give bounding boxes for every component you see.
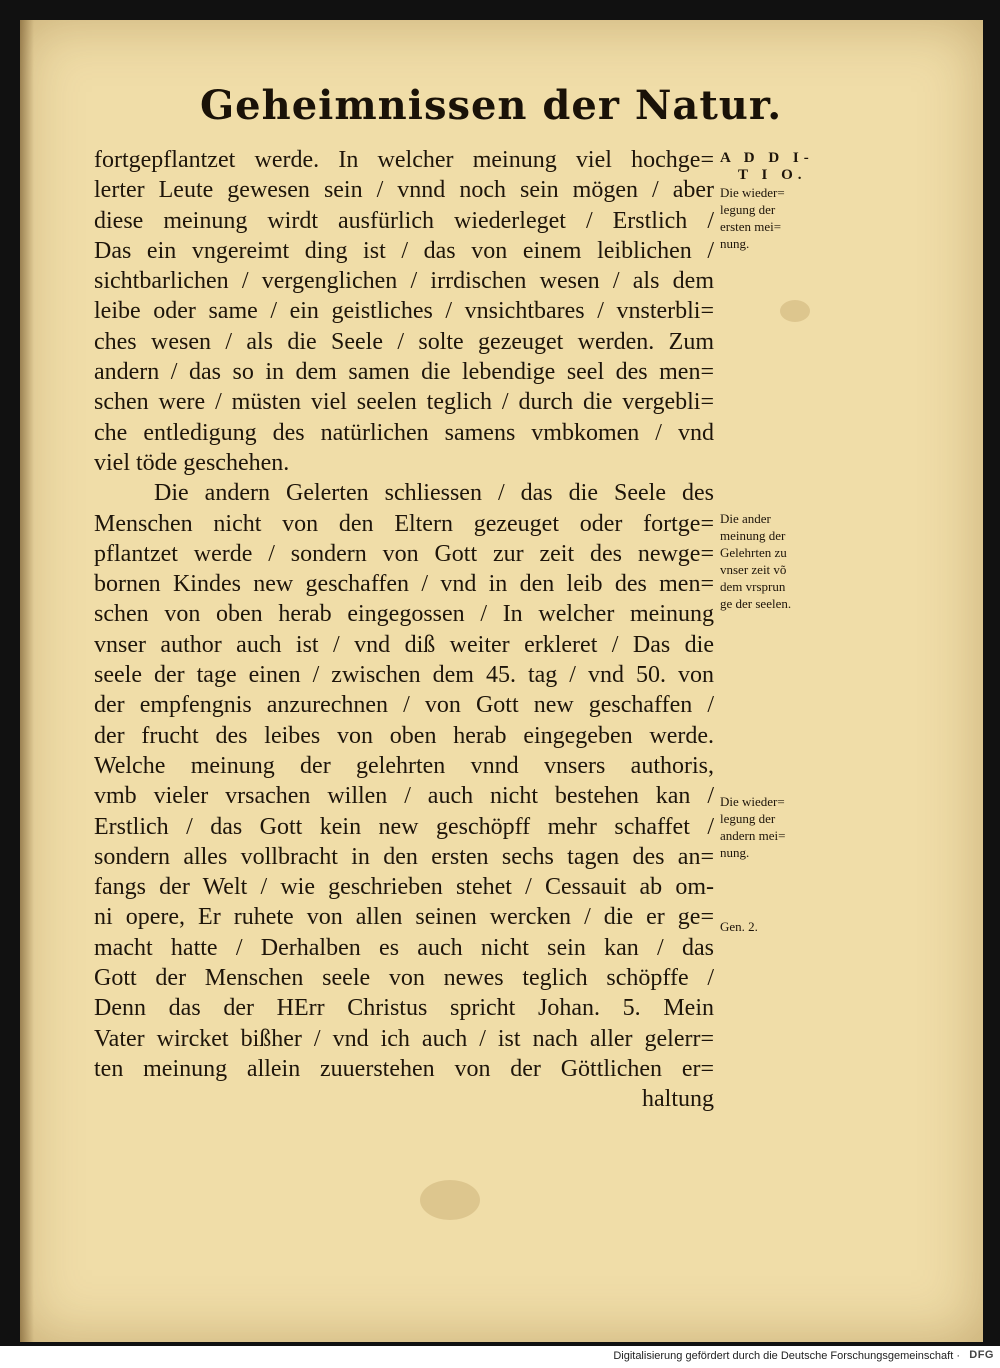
text-line: sondern alles vollbracht in den ersten sechs tagen des an= — [94, 843, 714, 870]
text-line: vnser author auch ist / vnd diß weiter erkleret / Das die — [94, 631, 714, 658]
main-text-block — [94, 145, 714, 1115]
text-line: Vater wircket bißher / vnd ich auch / ist nach aller gelerr= — [94, 1025, 714, 1052]
text-line: leibe oder same / ein geistliches / vnsichtbares / vnsterbli= — [94, 298, 714, 325]
text-line: Gott der Menschen seele von newes teglich schöpffe / — [94, 965, 714, 992]
margin-note-line: Gelehrten zu — [720, 545, 787, 560]
margin-note-line: Die ander — [720, 511, 771, 526]
dfg-logo: DFG — [969, 1349, 994, 1361]
margin-note-line: ge der seelen. — [720, 596, 792, 611]
margin-note-line: A D D I- — [720, 150, 814, 166]
text-line: viel töde geschehen. — [94, 449, 290, 476]
running-head: Geheimnissen der Natur. — [200, 82, 783, 129]
text-line: der frucht des leibes von oben herab eingegeben werde. — [94, 722, 714, 749]
catchword: haltung — [642, 1086, 714, 1113]
text-line: che entledigung des natürlichen samens vmbkomen / vnd — [94, 419, 714, 446]
margin-note-line: Die wieder= — [720, 185, 785, 200]
margin-note-second-opinion — [720, 510, 840, 612]
page-gutter-shadow — [20, 20, 34, 1342]
text-line: Denn das der HErr Christus spricht Johan. 5. Mein — [94, 995, 714, 1022]
margin-note-line: nung. — [720, 845, 750, 860]
text-line: schen von oben herab eingegossen / In welcher meinung — [94, 601, 714, 628]
margin-note-line: dem vrsprun — [720, 579, 786, 594]
text-line: ni opere, Er ruhete von allen seinen wercken / die er ge= — [94, 904, 714, 931]
paper-stain — [780, 300, 810, 322]
text-line: der empfengnis anzurechnen / von Gott new geschaffen / — [94, 692, 714, 719]
text-line: fortgepflantzet werde. In welcher meinung viel hochge= — [94, 147, 714, 173]
text-line: ten meinung allein zuuerstehen von der Göttlichen er= — [94, 1055, 714, 1082]
text-line: schen were / müsten viel seelen teglich / durch die vergebli= — [94, 389, 714, 416]
text-line: Die andern Gelerten schliessen / das die Seele des — [154, 480, 714, 507]
margin-note-refutation — [720, 793, 840, 861]
text-line: seele der tage einen / zwischen dem 45. tag / vnd 50. von — [94, 662, 714, 689]
text-line: Das ein vngereimt ding ist / das von einem leiblichen / — [94, 237, 714, 264]
margin-note-line: Gen. 2. — [720, 919, 758, 934]
text-line: lerter Leute gewesen sein / vnnd noch sein mögen / aber — [94, 177, 714, 204]
text-line: Erstlich / das Gott kein new geschöpff mehr schaffet / — [94, 813, 714, 840]
text-line: vmb vieler vrsachen willen / auch nicht bestehen kan / — [94, 783, 714, 810]
margin-note-line: legung der — [720, 811, 776, 826]
margin-note-line: legung der — [720, 202, 776, 217]
text-line: andern / das so in dem samen die lebendige seel des men= — [94, 359, 714, 386]
text-line: macht hatte / Derhalben es auch nicht sein kan / das — [94, 934, 714, 961]
text-line: bornen Kindes new geschaffen / vnd in den leib des men= — [94, 571, 714, 598]
margin-note-line: T I O. — [738, 167, 807, 183]
paper-stain — [420, 1180, 480, 1220]
text-line: Menschen nicht von den Eltern gezeuget oder fortge= — [94, 510, 714, 537]
text-line: fangs der Welt / wie geschrieben stehet / Cessauit ab om- — [94, 874, 714, 901]
margin-note-line: nung. — [720, 236, 750, 251]
text-line: ches wesen / als die Seele / solte gezeuget werden. Zum — [94, 328, 714, 355]
margin-note-genesis-ref — [720, 918, 840, 935]
margin-note-line: Die wieder= — [720, 794, 785, 809]
margin-note-additio — [720, 150, 840, 252]
margin-note-line: andern mei= — [720, 828, 786, 843]
digitization-credit: Digitalisierung gefördert durch die Deutsche Forschungsgemeinschaft · — [613, 1350, 960, 1362]
text-line: Welche meinung der gelehrten vnnd vnsers authoris, — [94, 752, 714, 779]
text-line: pflantzet werde / sondern von Gott zur zeit des newge= — [94, 540, 714, 567]
text-line: sichtbarlichen / vergenglichen / irrdischen wesen / als dem — [94, 268, 714, 295]
margin-note-line: meinung der — [720, 528, 786, 543]
margin-note-line: vnser zeit võ — [720, 562, 787, 577]
text-line: diese meinung wirdt ausfürlich wiederleget / Erstlich / — [94, 207, 714, 234]
margin-note-line: ersten mei= — [720, 219, 782, 234]
